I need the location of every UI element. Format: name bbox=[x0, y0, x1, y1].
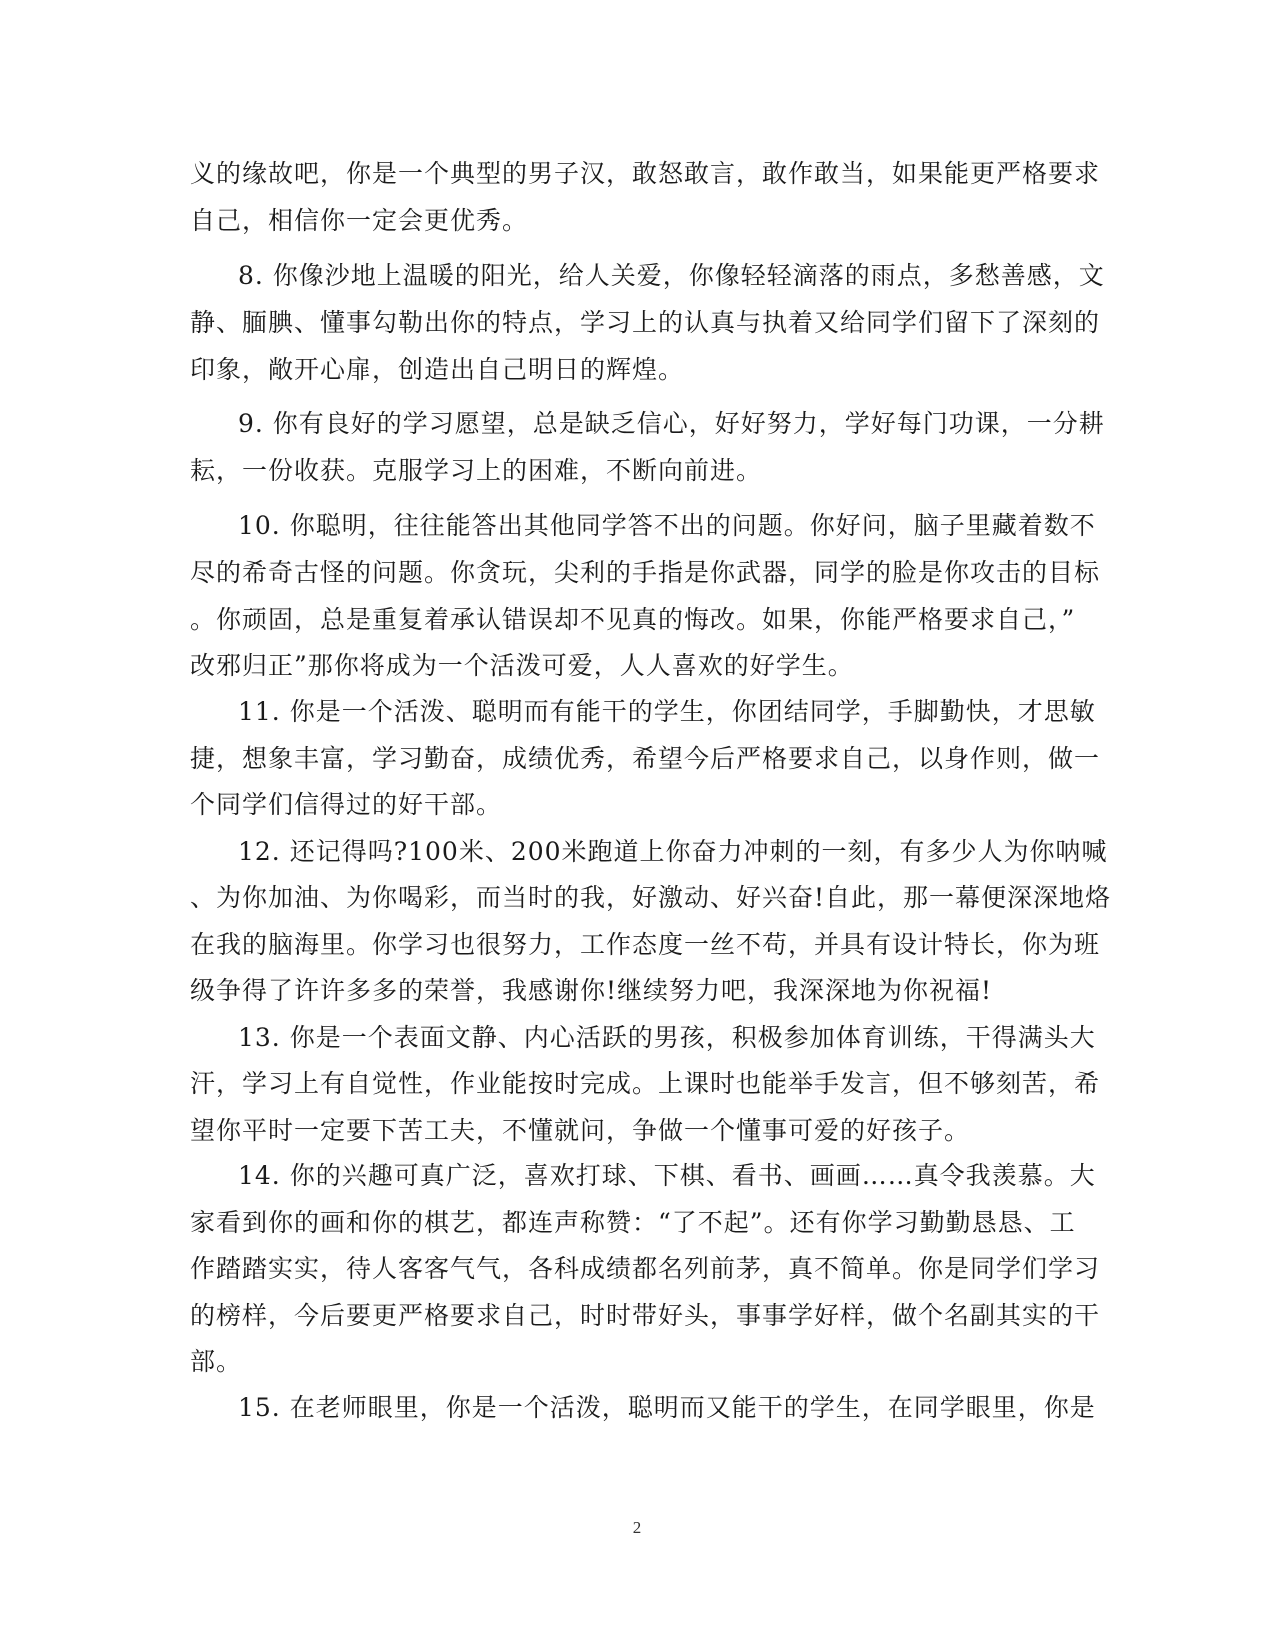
text-line: 的榜样，今后要更严格要求自己，时时带好头，事事学好样，做个名副其实的干 bbox=[190, 1301, 1101, 1330]
page-number: 2 bbox=[632, 1518, 642, 1537]
text-line: 汗，学习上有自觉性，作业能按时完成。上课时也能举手发言，但不够刻苦，希 bbox=[190, 1069, 1101, 1098]
paragraph-first-line: 13. 你是一个表面文静、内心活跃的男孩，积极参加体育训练，干得满头大 bbox=[238, 1023, 1096, 1052]
text-line: 静、腼腆、懂事勾勒出你的特点，学习上的认真与执着又给同学们留下了深刻的 bbox=[190, 308, 1101, 337]
text-line: 望你平时一定要下苦工夫，不懂就问，争做一个懂事可爱的好孩子。 bbox=[190, 1116, 971, 1145]
text-line: 个同学们信得过的好干部。 bbox=[190, 790, 503, 819]
text-line: 部。 bbox=[190, 1347, 243, 1376]
text-line: 自己，相信你一定会更优秀。 bbox=[190, 206, 529, 235]
paragraph-first-line: 11. 你是一个活泼、聪明而有能干的学生，你团结同学，手脚勤快，才思敏 bbox=[238, 697, 1096, 726]
text-line: 在我的脑海里。你学习也很努力，工作态度一丝不苟，并具有设计特长，你为班 bbox=[190, 930, 1101, 959]
text-line: 家看到你的画和你的棋艺，都连声称赞：“了不起”。还有你学习勤勤恳恳、工 bbox=[190, 1208, 1076, 1237]
paragraph-first-line: 14. 你的兴趣可真广泛，喜欢打球、下棋、看书、画画……真令我羡慕。大 bbox=[238, 1161, 1096, 1190]
text-line: 捷，想象丰富，学习勤奋，成绩优秀，希望今后严格要求自己，以身作则，做一 bbox=[190, 744, 1101, 773]
paragraph-first-line: 8. 你像沙地上温暖的阳光，给人关爱，你像轻轻滴落的雨点，多愁善感，文 bbox=[238, 261, 1105, 290]
text-line: 尽的希奇古怪的问题。你贪玩，尖利的手指是你武器，同学的脸是你攻击的目标 bbox=[190, 558, 1101, 587]
text-line: 改邪归正”那你将成为一个活泼可爱，人人喜欢的好学生。 bbox=[190, 651, 854, 680]
text-line: 印象，敞开心扉，创造出自己明日的辉煌。 bbox=[190, 355, 685, 384]
paragraph-first-line: 10. 你聪明，往往能答出其他同学答不出的问题。你好问，脑子里藏着数不 bbox=[238, 511, 1096, 540]
text-line: 。你顽固，总是重复着承认错误却不见真的悔改。如果，你能严格要求自己，” bbox=[190, 605, 1076, 634]
text-line: 义的缘故吧，你是一个典型的男子汉，敢怒敢言，敢作敢当，如果能更严格要求 bbox=[190, 159, 1101, 188]
text-line: 作踏踏实实，待人客客气气，各科成绩都名列前茅，真不简单。你是同学们学习 bbox=[190, 1254, 1101, 1283]
text-line: 耘，一份收获。克服学习上的困难，不断向前进。 bbox=[190, 456, 763, 485]
text-line: 级争得了许许多多的荣誉，我感谢你!继续努力吧，我深深地为你祝福! bbox=[190, 976, 993, 1005]
paragraph-first-line: 9. 你有良好的学习愿望，总是缺乏信心，好好努力，学好每门功课，一分耕 bbox=[238, 409, 1105, 438]
paragraph-first-line: 15. 在老师眼里，你是一个活泼，聪明而又能干的学生，在同学眼里，你是 bbox=[238, 1393, 1096, 1422]
paragraph-first-line: 12. 还记得吗?100米、200米跑道上你奋力冲刺的一刻，有多少人为你呐喊 bbox=[238, 837, 1108, 866]
text-line: 、为你加油、为你喝彩，而当时的我，好激动、好兴奋!自此，那一幕便深深地烙 bbox=[190, 883, 1112, 912]
